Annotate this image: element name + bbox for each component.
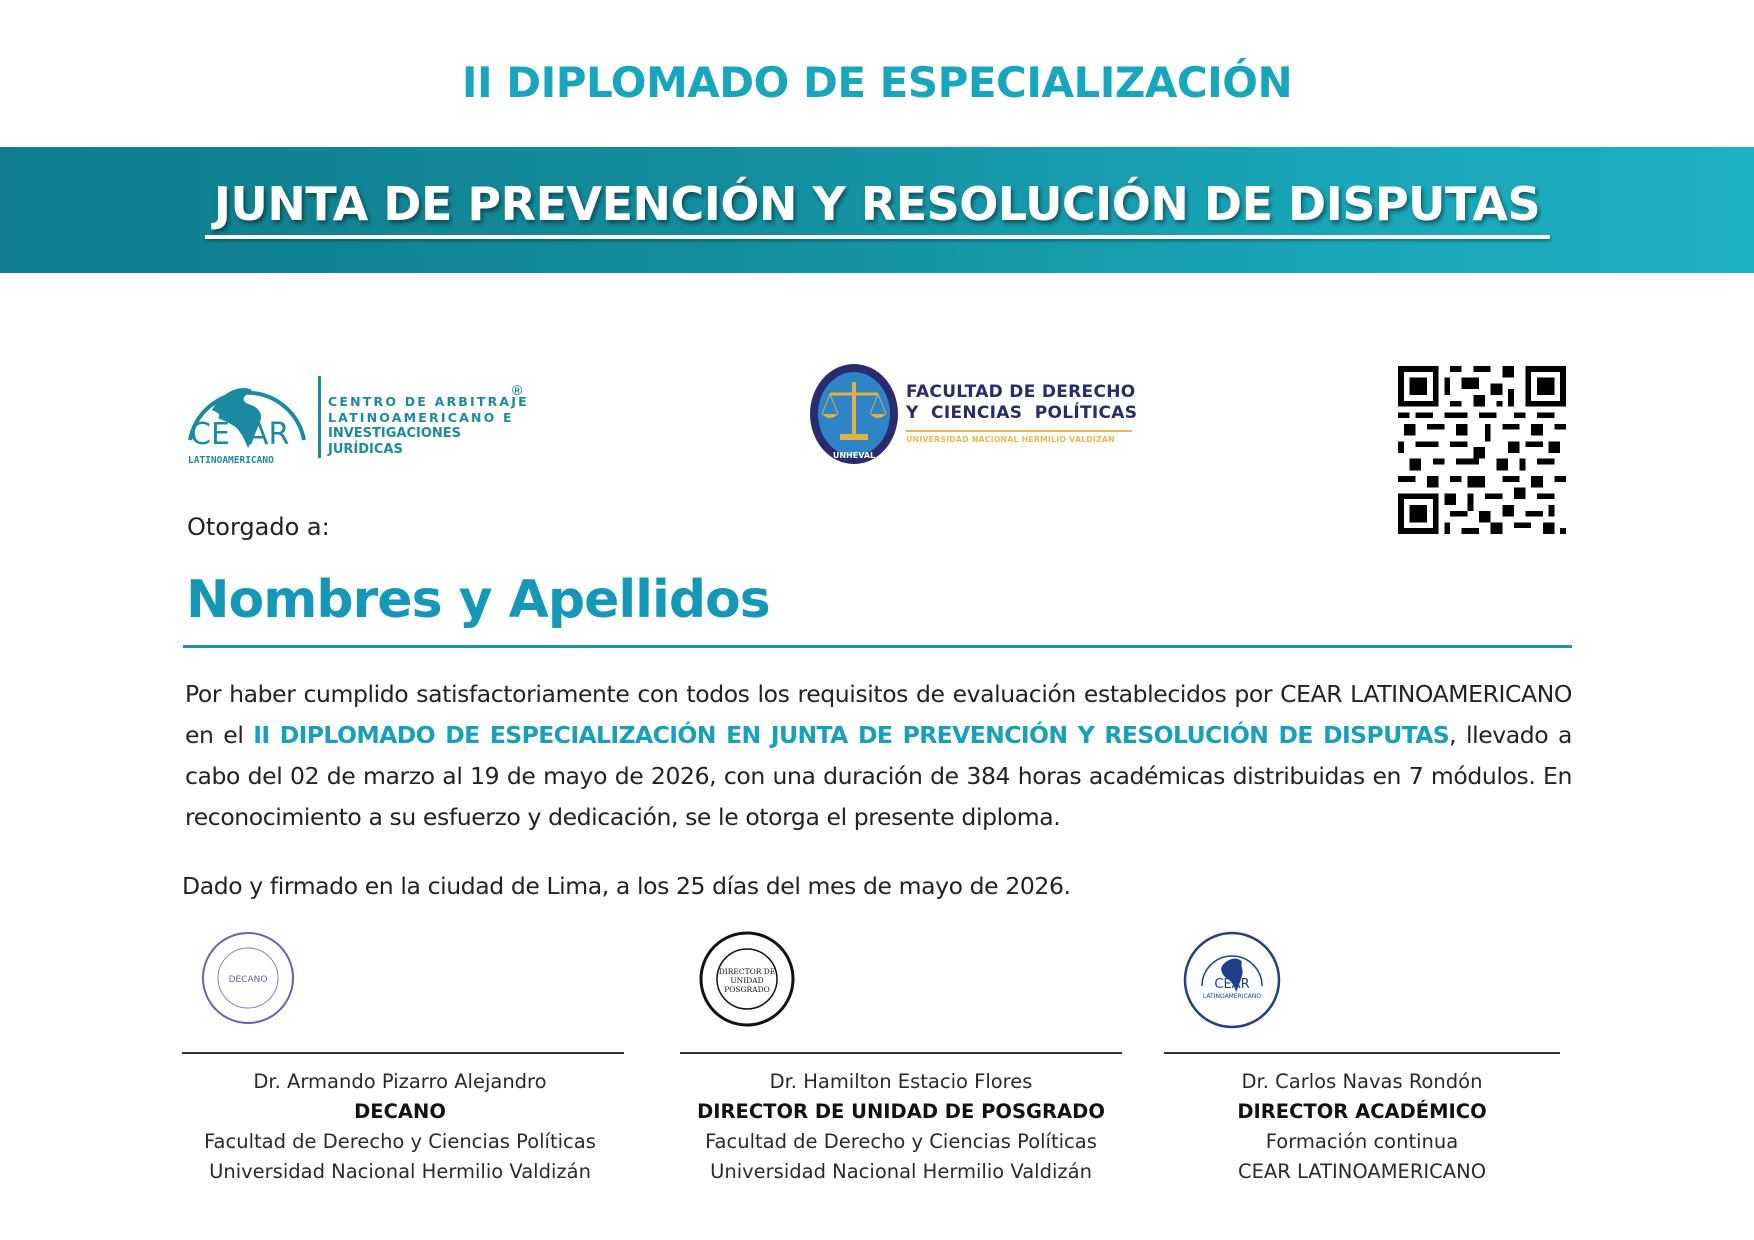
- svg-text:CE: CE: [190, 417, 230, 452]
- scales-of-justice-icon: [808, 362, 900, 466]
- awarded-to-label: Otorgado a:: [187, 513, 330, 541]
- svg-text:UNHEVAL: UNHEVAL: [832, 451, 876, 460]
- fdcp-logo: [808, 362, 1138, 472]
- certificate-body: Por haber cumplido satisfactoriamente con todos los requisitos de evaluación establecidos por CEAR LATINOAMERICANO en el II DIPLOMADO DE ESPECIALIZACIÓN EN JUNTA DE PREVENCIÓN Y RESOLUCIÓN DE DISPUTAS, llevado a cabo del 02 de marzo al 19 de mayo de 2026, con una duración de 384 horas académicas distribuidas en 7 módulos. En reconocimiento a su esfuerzo y dedicación, se le otorga el presente diploma.: [185, 680, 1572, 831]
- svg-text:LATINOAMERICANO: LATINOAMERICANO: [1202, 993, 1262, 1000]
- recipient-name: Nombres y Apellidos: [186, 570, 770, 630]
- svg-text:LATINOAMERICANO: LATINOAMERICANO: [188, 455, 274, 466]
- svg-text:CEAR: CEAR: [1214, 977, 1250, 992]
- svg-text:POSGRADO: POSGRADO: [724, 985, 770, 994]
- recipient-underline: [183, 645, 1572, 648]
- signature-line: [182, 1052, 624, 1054]
- svg-text:DIRECTOR DE: DIRECTOR DE: [718, 967, 776, 976]
- title-banner: [0, 147, 1754, 273]
- dean-stamp-icon: [200, 930, 296, 1026]
- fdcp-university: UNIVERSIDAD NACIONAL HERMILIO VALDIZAN: [906, 435, 1115, 444]
- qr-code-icon[interactable]: [1398, 366, 1566, 534]
- program-name-highlight: II DIPLOMADO DE ESPECIALIZACIÓN EN JUNTA DE PREVENCIÓN Y RESOLUCIÓN DE DISPUTAS: [253, 721, 1450, 749]
- signature-line: [1164, 1052, 1560, 1054]
- postgrad-stamp-icon: [698, 930, 796, 1028]
- program-title: JUNTA DE PREVENCIÓN Y RESOLUCIÓN DE DISPUTAS: [213, 177, 1541, 231]
- signature-line: [680, 1052, 1122, 1054]
- cear-globe-icon: [182, 370, 312, 470]
- svg-text:AR: AR: [248, 417, 290, 452]
- registered-icon: ®: [512, 382, 523, 398]
- banner-underline: [205, 235, 1550, 239]
- cear-logo: [182, 370, 532, 470]
- diploma-title: II DIPLOMADO DE ESPECIALIZACIÓN: [461, 58, 1293, 107]
- cear-name: CENTRO DE ARBITRAJE LATINOAMERICANO E INVESTIGACIONES JURÍDICAS: [328, 394, 529, 457]
- svg-text:UNIDAD: UNIDAD: [730, 976, 764, 985]
- signatory-info: Dr. Hamilton Estacio Flores DIRECTOR DE UNIDAD DE POSGRADO Facultad de Derecho y Ciencias Políticas Universidad Nacional Hermilio Valdizán: [697, 1070, 1105, 1183]
- cear-stamp-icon: [1182, 930, 1282, 1030]
- fdcp-gold-rule: [906, 430, 1132, 432]
- issued-statement: Dado y firmado en la ciudad de Lima, a los 25 días del mes de mayo de 2026.: [182, 872, 1071, 900]
- svg-text:DECANO: DECANO: [228, 975, 268, 985]
- signatory-info: Dr. Carlos Navas Rondón DIRECTOR ACADÉMICO Formación continua CEAR LATINOAMERICANO: [1237, 1070, 1487, 1183]
- cear-divider: [318, 376, 321, 458]
- signatory-info: Dr. Armando Pizarro Alejandro DECANO Facultad de Derecho y Ciencias Políticas Universidad Nacional Hermilio Valdizán: [204, 1070, 596, 1183]
- fdcp-name: FACULTAD DE DERECHO Y CIENCIAS POLÍTICAS: [906, 382, 1138, 423]
